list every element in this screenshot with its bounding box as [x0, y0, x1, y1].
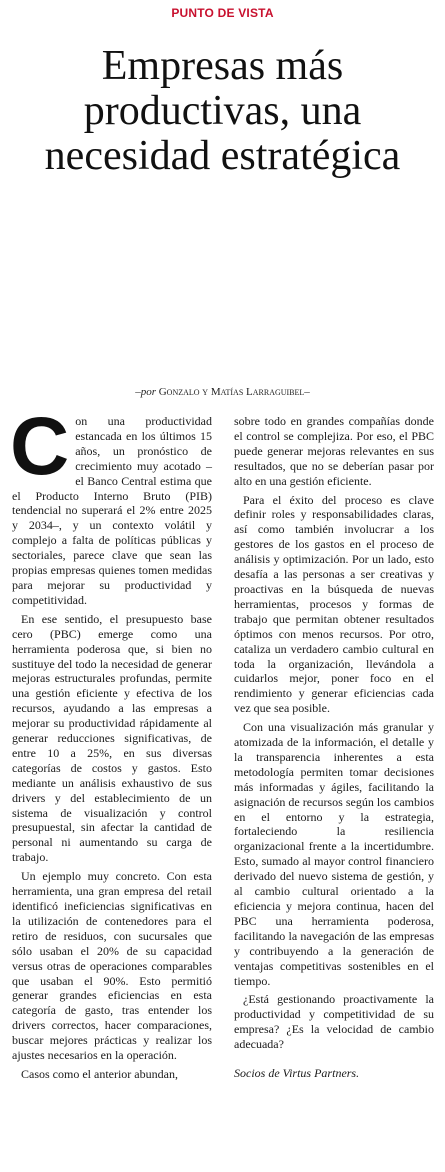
author-signature: Socios de Virtus Partners. [234, 1066, 360, 1081]
headline: Empresas más productivas, una necesidad estratégica [44, 43, 401, 179]
article-paragraph-text: on una productividad estancada en los últimos 15 años, un pronóstico de crecimiento muy acotado –el Banco Central estima que el Producto Interno Bruto (PIB) tendencial no superará el 2% entre 2025 y 2034–, y un contexto volátil y complejo a falta de políticas públicas y sectoriales, parece clave que sean las propias empresas quienes tomen medidas para mejorar su productividad y competitividad. [12, 414, 212, 607]
article-paragraph [10, 401, 212, 608]
article-paragraph: En ese sentido, el presupuesto base cero (PBC) emerge como una herramienta poderosa que, si bien no sustituye del todo la necesidad de generar mejoras estructurales profundas, permite una gestión eficiente y efectiva de los recursos, ayudando a las empresas a mejorar su productividad rápidamente al generar reducciones significativas, de entre 10 a 25%, en sus diversas categorías de costos y gastos. Esto mediante un análisis exhaustivo de sus drivers y del establecimiento de un sistema de visualización y control presupuestal, sin afectar la cantidad de personal ni aumentando su carga de trabajo. [12, 611, 212, 865]
byline-suffix: – [304, 386, 310, 398]
article-paragraph: Un ejemplo muy concreto. Con esta herramienta, una gran empresa del retail identificó ineficiencias significativas en la utilización de contenedores para el retiro de residuos, con sucursales que sólo usaban el 20% de su capacidad versus otras de operaciones comparables que usaban el 90%. Esto permitió generar grandes eficiencias en esta categoría de gasto, tras entender los drivers correctos, hacer comparaciones, buscar mejores prácticas y realizar los ajustes necesarios en la operación. [12, 869, 212, 1063]
article-paragraph: Para el éxito del proceso es clave definir roles y responsabilidades claras, así como también involucrar a los gestores de los gastos en el proceso de análisis y optimización. Por un lado, esto desafía a las personas a ser creativas y proactivas en la búsqueda de nuevas herramientas, procesos y formas de trabajo que permitan obtener resultados óptimos con menos recursos. Por otro, cataliza un verdadero cambio cultural en toda la organización, llevándola a cuidarlos mejor, poner foco en el rendimiento y generar eficiencias cada vez que sea posible. [234, 492, 434, 716]
article-column-right [234, 414, 434, 1085]
article-paragraph: Con una visualización más granular y atomizada de la información, el detalle y la transparencia inherentes a esta metodología permiten tomar decisiones más informadas y ágiles, facilitando la asignación de recursos según los cambios en el entorno y la estrategia, fortaleciendo la resiliencia organizacional frente a la incertidumbre. Esto, sumado al mayor control financiero derivado del nuevo sistema de gestión, y al cambio cultural orientado a la eficiencia y mejora continua, hacen del PBC una herramienta poderosa, facilitando la navegación de las empresas y contribuyendo a la generación de ventajas competitivas sostenibles en el tiempo. [234, 720, 434, 988]
section-label: PUNTO DE VISTA [171, 6, 274, 20]
article-paragraph: sobre todo en grandes compañías donde el control se complejiza. Por eso, el PBC puede generar mejoras relevantes en sus resultados, que no se deberían pasar por alto en una gestión eficiente. [234, 414, 434, 488]
article-column-left [10, 401, 212, 1086]
article-paragraph: Casos como el anterior abundan, [21, 1066, 178, 1081]
drop-cap: C [10, 401, 70, 492]
byline [0, 386, 445, 398]
article-paragraph: ¿Está gestionando proactivamente la productividad y competitividad de su empresa? ¿Es la velocidad de cambio adecuada? [234, 992, 434, 1052]
byline-authors: Gonzalo y Matías Larraguibel [158, 386, 305, 398]
byline-prefix: –por [135, 386, 156, 398]
